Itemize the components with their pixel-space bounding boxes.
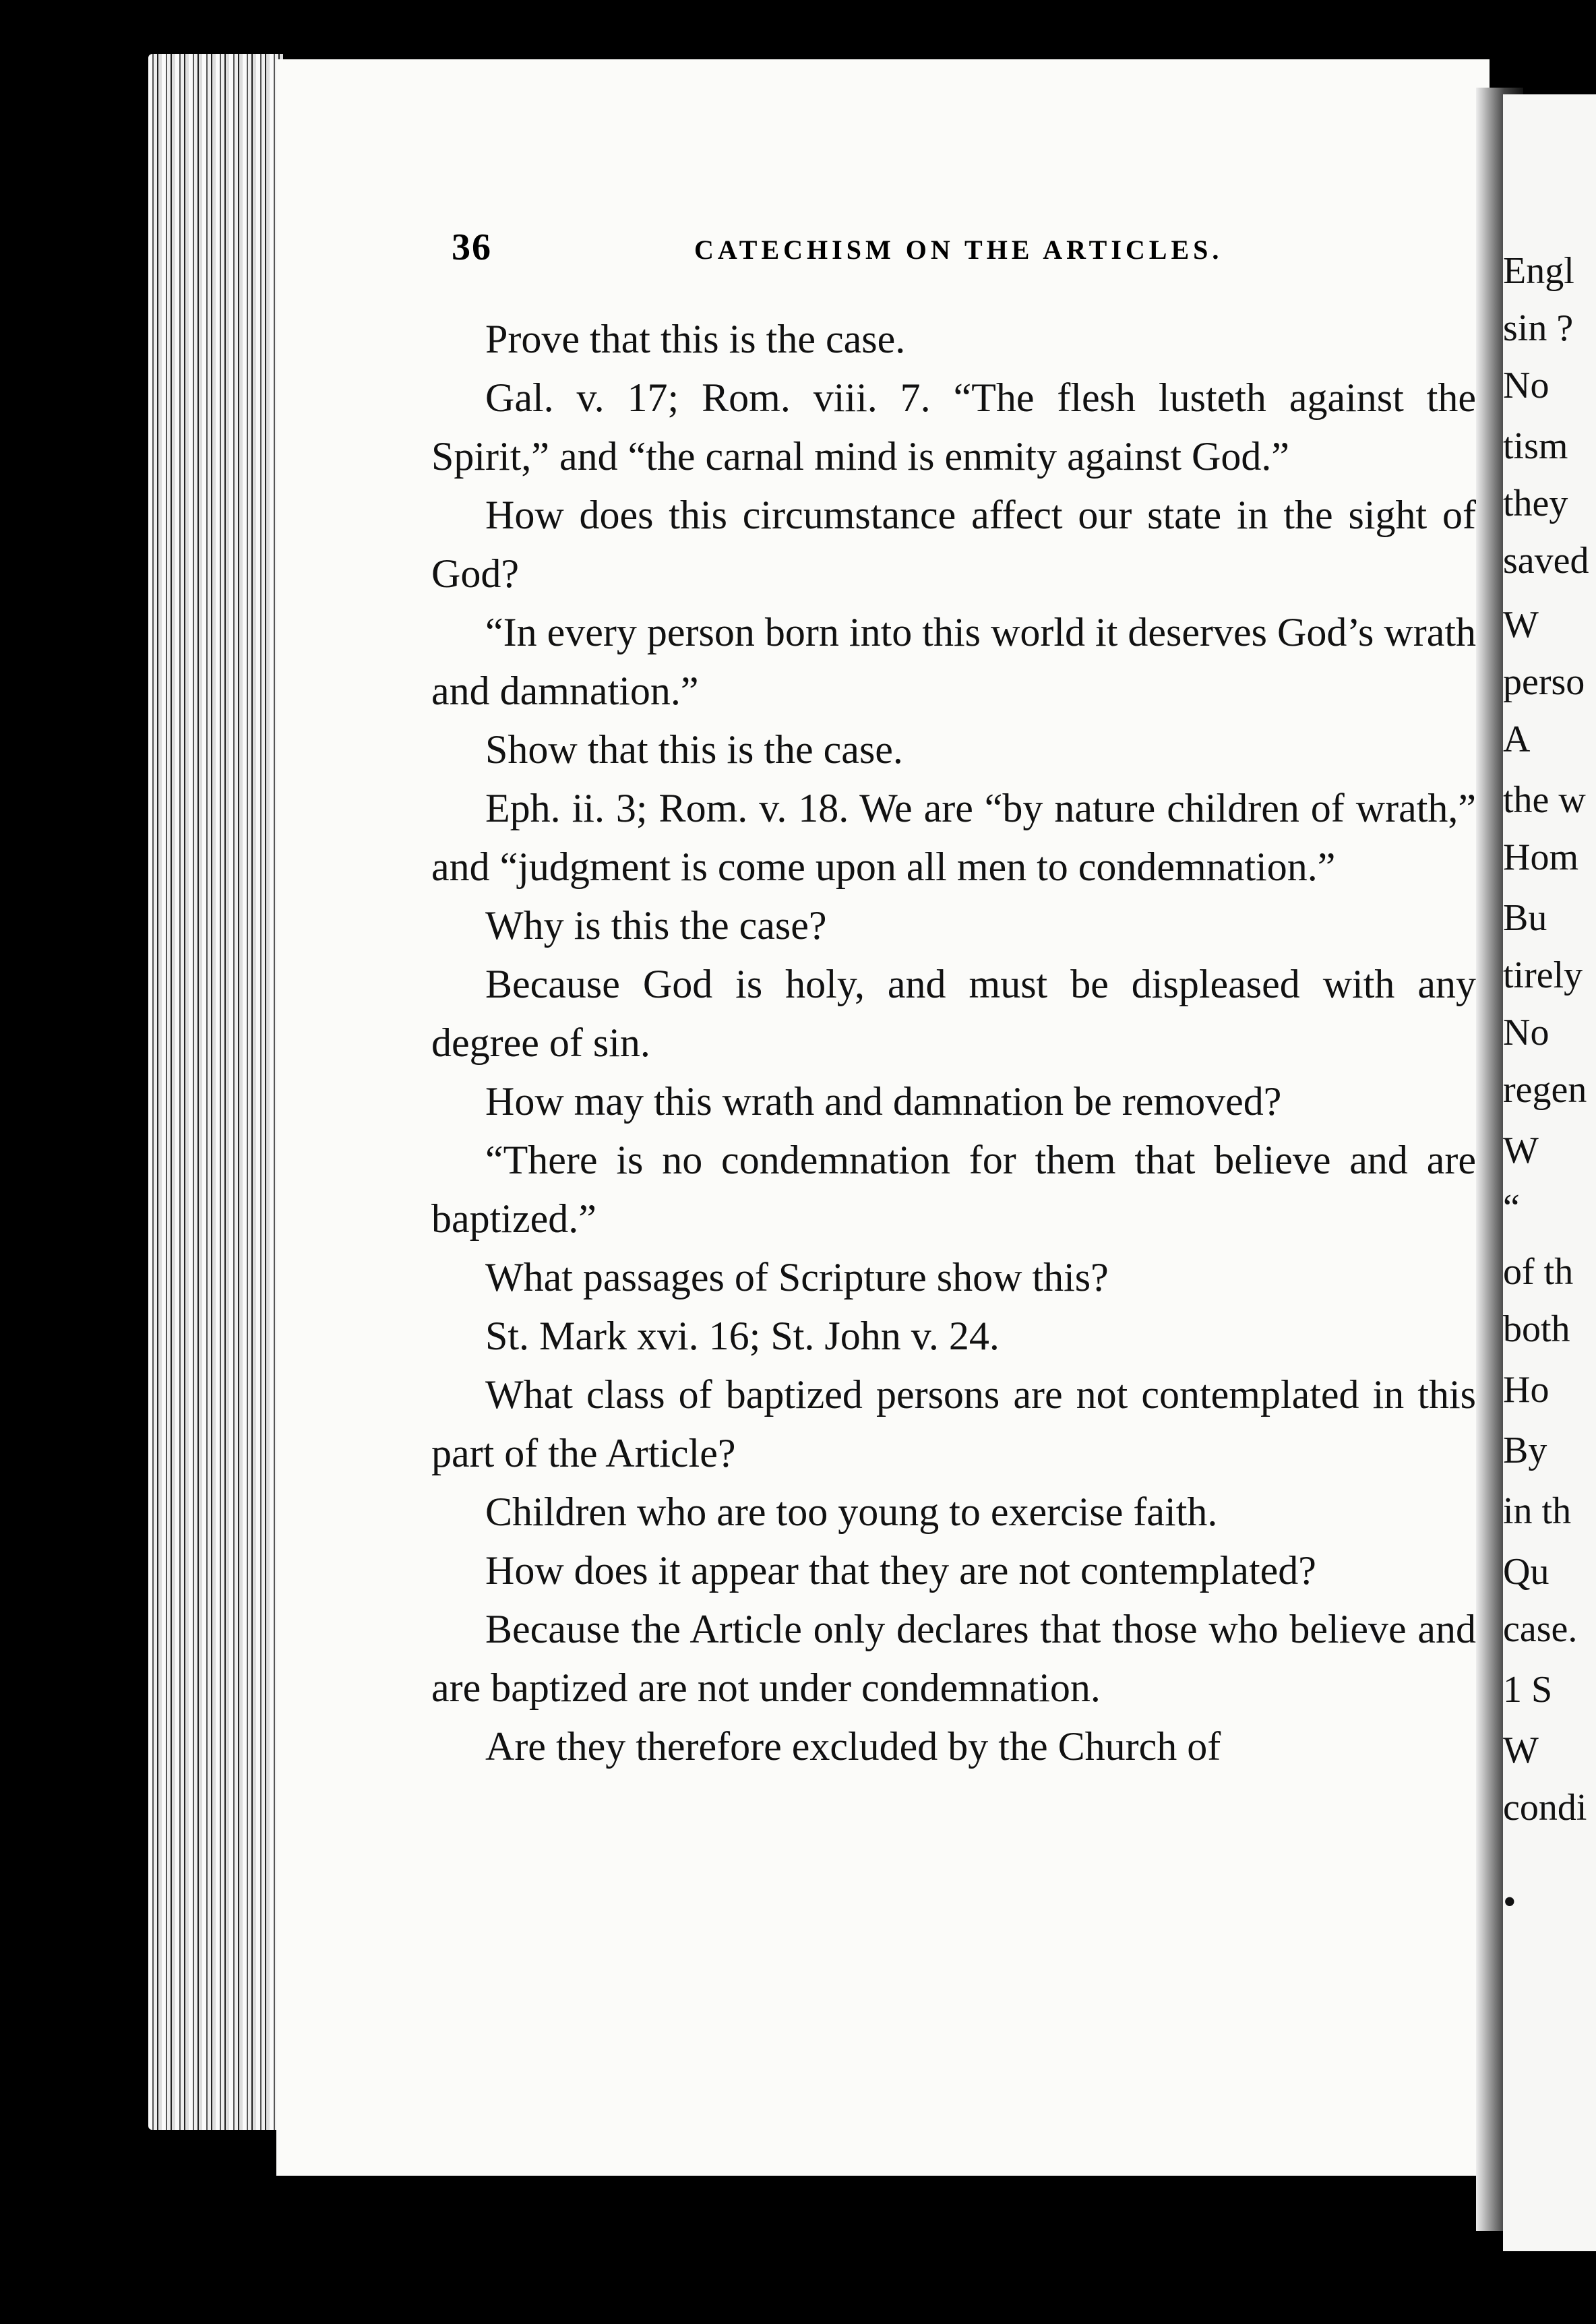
paragraph: Eph. ii. 3; Rom. v. 18. We are “by nature children of wrath,” and “judgment is come upon all men to condemnation.”: [431, 786, 1476, 889]
facing-page-line: tirely: [1503, 954, 1583, 996]
paragraph: Are they therefore excluded by the Church of: [485, 1724, 1221, 1769]
facing-page-line: Qu: [1503, 1551, 1549, 1593]
facing-page-line: W: [1503, 1730, 1539, 1771]
running-title: CATECHISM ON THE ARTICLES.: [694, 235, 1223, 265]
facing-page-line: Bu: [1503, 897, 1547, 939]
facing-page-line: A: [1503, 718, 1531, 760]
facing-page-line: Engl: [1503, 250, 1574, 292]
paragraph: What passages of Scripture show this?: [485, 1255, 1109, 1299]
facing-page-line: of th: [1503, 1251, 1574, 1293]
paragraph: Children who are too young to exercise faith.: [485, 1490, 1218, 1534]
facing-page-line: W: [1503, 1130, 1539, 1171]
paragraph: How does this circumstance affect our state in the sight of God?: [431, 493, 1476, 596]
paragraph: How may this wrath and damnation be removed?: [485, 1079, 1282, 1124]
page-number: 36: [452, 226, 492, 268]
facing-page-line: the w: [1503, 779, 1586, 821]
facing-page-line: Ho: [1503, 1369, 1549, 1411]
facing-page-line: •: [1503, 1881, 1516, 1923]
facing-page-line: W: [1503, 604, 1539, 646]
facing-page-line: No: [1503, 1012, 1549, 1053]
facing-page-line: case.: [1503, 1608, 1578, 1650]
paragraph: Gal. v. 17; Rom. viii. 7. “The flesh lusteth against the Spirit,” and “the carnal mind is enmity against God.”: [431, 375, 1476, 479]
paragraph: Prove that this is the case.: [485, 317, 906, 361]
facing-page-line: sin ?: [1503, 307, 1574, 349]
facing-page-line: perso: [1503, 661, 1585, 703]
paragraph: Why is this the case?: [485, 903, 827, 948]
facing-page-line: Hom: [1503, 836, 1578, 878]
facing-page-line: they: [1503, 483, 1568, 524]
page-stack-edges: [148, 54, 283, 2130]
page-body: [431, 310, 1476, 1776]
facing-page-line: “: [1503, 1187, 1520, 1229]
page-header: [452, 226, 1449, 273]
paragraph: What class of baptized persons are not contemplated in this part of the Article?: [431, 1372, 1476, 1475]
facing-page-line: No: [1503, 365, 1549, 406]
facing-page-line: regen: [1503, 1069, 1587, 1111]
facing-page-line: 1 S: [1503, 1669, 1553, 1711]
facing-page-line: in th: [1503, 1490, 1572, 1532]
facing-page-line: tism: [1503, 425, 1568, 467]
facing-page-line: condi: [1503, 1787, 1587, 1829]
paragraph: “In every person born into this world it deserves God’s wrath and damnation.”: [431, 610, 1476, 713]
paragraph: St. Mark xvi. 16; St. John v. 24.: [485, 1314, 1000, 1358]
facing-page-fragment: [1503, 94, 1596, 2251]
facing-page-line: saved: [1503, 540, 1589, 582]
paragraph: How does it appear that they are not contemplated?: [485, 1548, 1316, 1593]
paragraph: Because the Article only declares that those who believe and are baptized are not under condemnation.: [431, 1607, 1476, 1710]
paragraph: Show that this is the case.: [485, 727, 903, 772]
paragraph: “There is no condemnation for them that believe and are baptized.”: [431, 1138, 1476, 1241]
facing-page-line: By: [1503, 1430, 1547, 1471]
facing-page-line: both: [1503, 1308, 1570, 1350]
paragraph: Because God is holy, and must be displeased with any degree of sin.: [431, 962, 1476, 1065]
